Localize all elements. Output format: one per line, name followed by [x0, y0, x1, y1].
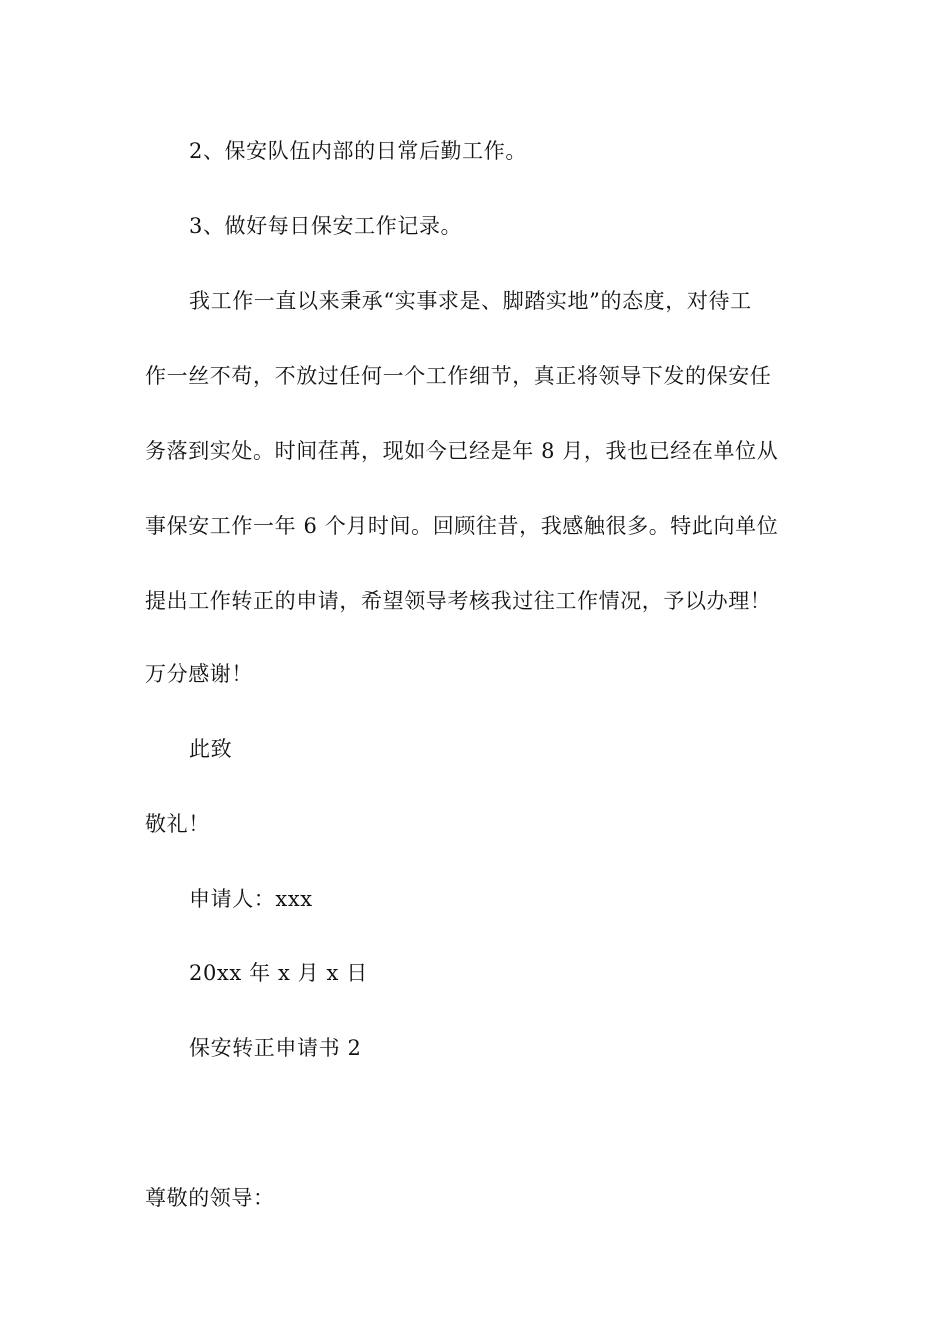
- greeting-line: 尊敬的领导：: [145, 1186, 275, 1210]
- closing-salutation: 此致: [189, 737, 233, 761]
- date-line: 20xx 年 x 月 x 日: [189, 961, 368, 985]
- paragraph-line-4: 事保安工作一年 6 个月时间。回顾往昔，我感触很多。特此向单位: [145, 514, 779, 538]
- duty-item-3: 3、做好每日保安工作记录。: [189, 214, 463, 238]
- paragraph-line-5: 提出工作转正的申请，希望领导考核我过往工作情况，予以办理！: [145, 589, 772, 613]
- paragraph-line-6: 万分感谢！: [145, 662, 253, 686]
- paragraph-line-3: 务落到实处。时间荏苒，现如今已经是年 8 月，我也已经在单位从: [145, 439, 779, 463]
- paragraph-line-1: 我工作一直以来秉承“实事求是、脚踏实地”的态度，对待工: [189, 289, 752, 313]
- paragraph-line-2: 作一丝不苟，不放过任何一个工作细节，真正将领导下发的保安任: [145, 364, 772, 388]
- duty-item-2: 2、保安队伍内部的日常后勤工作。: [189, 139, 527, 163]
- applicant-line: 申请人：xxx: [189, 887, 313, 911]
- closing-regards: 敬礼！: [145, 812, 210, 836]
- section-title: 保安转正申请书 2: [189, 1036, 362, 1060]
